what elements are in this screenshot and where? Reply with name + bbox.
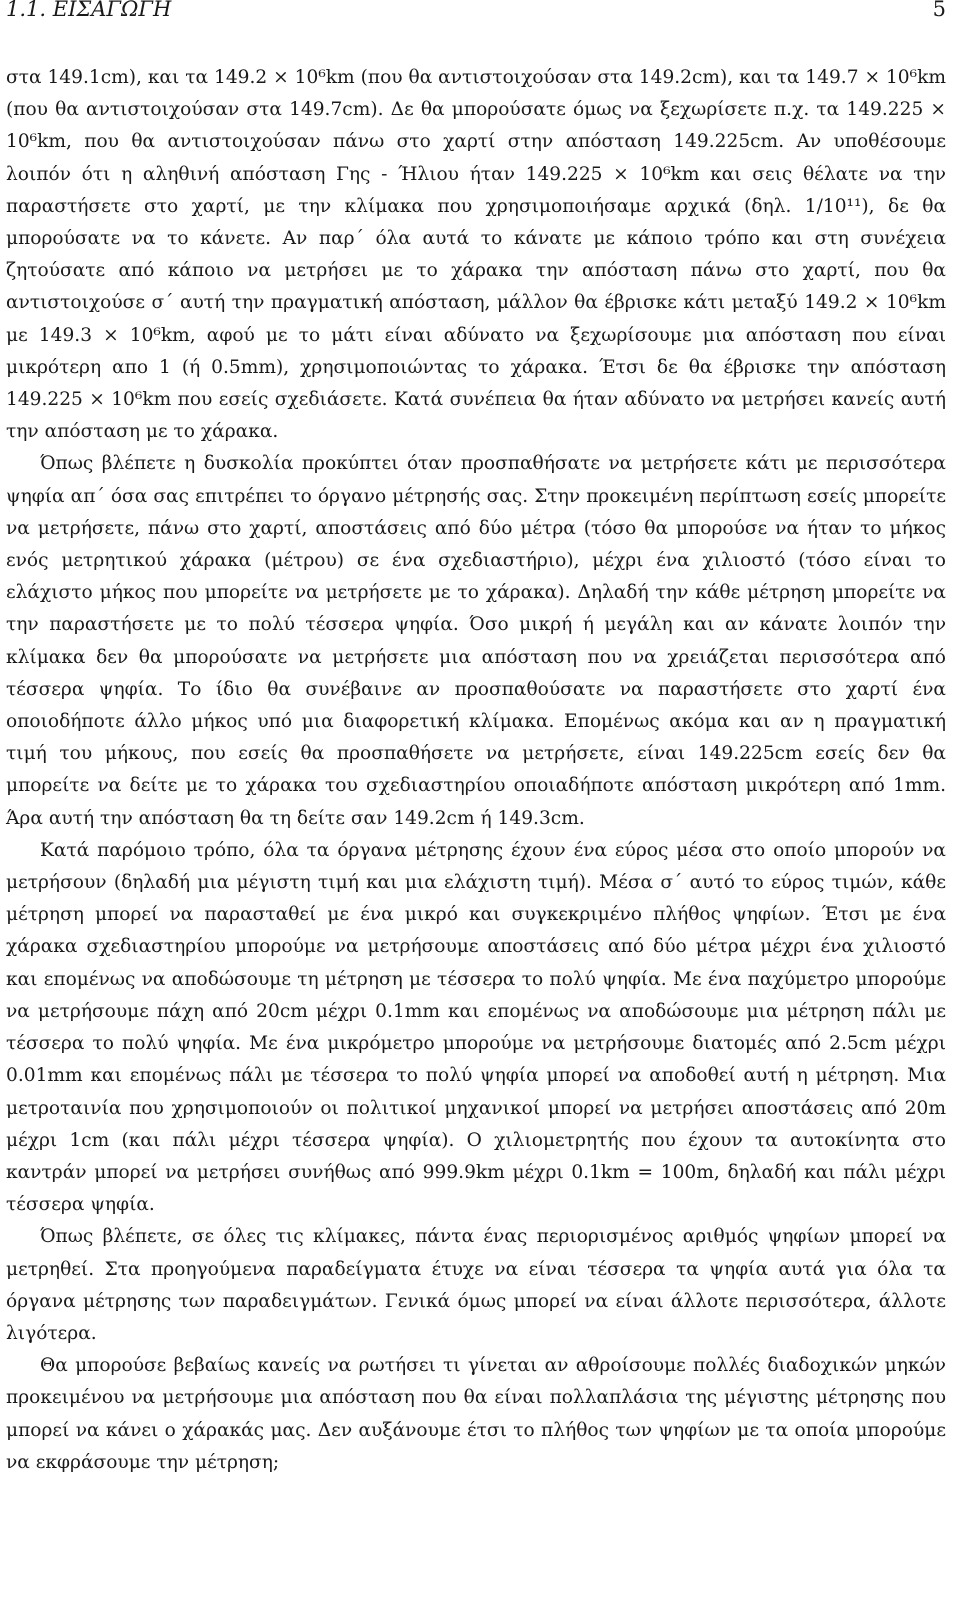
paragraph: Θα μπορούσε βεβαίως κανείς να ρωτήσει τι γίνεται αν αθροίσουμε πολλές διαδοχικών μηκών προκειμένου να μετρήσουμε μια απόσταση που θα είναι πολλαπλάσια της μέγιστης μέτρησης που μπορεί να κάνει ο χάρακάς μας. Δεν αυξάνουμε έτσι το πλήθος των ψηφίων με τα οποία μπορούμε να εκφράσουμε την μέτρηση; [6,1355,946,1473]
page-number: 5 [932,0,946,21]
paragraph: Όπως βλέπετε, σε όλες τις κλίμακες, πάντα ένας περιορισμένος αριθμός ψηφίων μπορεί να μετρηθεί. Στα προηγούμενα παραδείγματα έτυχε να είναι τέσσερα τα ψηφία αυτά για όλα τα όργανα μέτρησης των παραδειγμάτων. Γενικά όμως μπορεί να είναι άλλοτε περισσότερα, άλλοτε λιγότερα. [6,1226,946,1344]
body-text [6,62,946,1479]
paragraph-continuation: στα 149.1cm), και τα 149.2 × 10⁶km (που θα αντιστοιχούσαν στα 149.2cm), και τα 149.7 × 10⁶km (που θα αντιστοιχούσαν στα 149.7cm). Δε θα μπορούσατε όμως να ξεχωρίσετε π.χ. τα 149.225 × 10⁶km, που θα αντιστοιχούσαν πάνω στο χαρτί στην απόσταση 149.225cm. Αν υποθέσουμε λοιπόν ότι η αληθινή απόσταση Γης - Ήλιου ήταν 149.225 × 10⁶km και σεις θέλατε να την παραστήσετε στο χαρτί, με την κλίμακα που χρησιμοποιήσαμε αρχικά (δηλ. 1/10¹¹), δε θα μπορούσατε να το κάνετε. Αν παρ΄ όλα αυτά το κάνατε με κάποιο τρόπο και στη συνέχεια ζητούσατε από κάποιο να μετρήσει με το χάρακα την απόσταση πάνω στο χαρτί, που θα αντιστοιχούσε σ΄ αυτή την πραγματική απόσταση, μάλλον θα έβρισκε κάτι μεταξύ 149.2 × 10⁶km με 149.3 × 10⁶km, αφού με το μάτι είναι αδύνατο να ξεχωρίσουμε μια απόσταση που είναι μικρότερη απο 1 (ή 0.5mm), χρησιμοποιώντας το χάρακα. Έτσι δε θα έβρισκε την απόσταση 149.225 × 10⁶km που εσείς σχεδιάσετε. Κατά συνέπεια θα ήταν αδύνατο να μετρήσει κανείς αυτή την απόσταση με το χάρακα. [6,67,946,443]
paragraph: Κατά παρόμοιο τρόπο, όλα τα όργανα μέτρησης έχουν ένα εύρος μέσα στο οποίο μπορούν να μετρήσουν (δηλαδή μια μέγιστη τιμή και μια ελάχιστη τιμή). Μέσα σ΄ αυτό το εύρος τιμών, κάθε μέτρηση μπορεί να παρασταθεί με ένα μικρό και συγκεκριμένο πλήθος ψηφίων. Έτσι με ένα χάρακα σχεδιαστηρίου μπορούμε να μετρήσουμε αποστάσεις από δύο μέτρα μέχρι ένα χιλιοστό και επομένως να αποδώσουμε τη μέτρηση με τέσσερα το πολύ ψηφία. Με ένα παχύμετρο μπορούμε να μετρήσουμε πάχη από 20cm μέχρι 0.1mm και επομένως να αποδώσουμε μια μέτρηση πάλι με τέσσερα το πολύ ψηφία. Με ένα μικρόμετρο μπορούμε να μετρήσουμε διατομές από 2.5cm μέχρι 0.01mm και επομένως πάλι με τέσσερα το πολύ ψηφία μπορεί να αποδοθεί αυτή η μέτρηση. Μια μετροταινία που χρησιμοποιούν οι πολιτικοί μηχανικοί μπορεί να μετρήσει αποστάσεις από 20m μέχρι 1cm (και πάλι μέχρι τέσσερα ψηφία). Ο χιλιομετρητής που έχουν τα αυτοκίνητα στο καντράν μπορεί να μετρήσει συνήθως από 999.9km μέχρι 0.1km = 100m, δηλαδή και πάλι μέχρι τέσσερα ψηφία. [6,839,946,1216]
paragraph: Όπως βλέπετε η δυσκολία προκύπτει όταν προσπαθήσατε να μετρήσετε κάτι με περισσότερα ψηφία απ΄ όσα σας επιτρέπει το όργανο μέτρησής σας. Στην προκειμένη περίπτωση εσείς μπορείτε να μετρήσετε, πάνω στο χαρτί, αποστάσεις από δύο μέτρα (τόσο θα μπορούσε να ήταν το μήκος ενός μετρητικού χάρακα (μέτρου) σε ένα σχεδιαστήριο), μέχρι ένα χιλιοστό (τόσο είναι το ελάχιστο μήκος που μπορείτε να μετρήσετε με το χάρακα). Δηλαδή την κάθε μέτρηση μπορείτε να την παραστήσετε με το πολύ τέσσερα ψηφία. Όσο μικρή ή μεγάλη και αν κάνατε λοιπόν την κλίμακα δεν θα μπορούσατε να μετρήσετε μια απόσταση που να χρειάζεται περισσότερα από τέσσερα ψηφία. Το ίδιο θα συνέβαινε αν προσπαθούσατε να παραστήσετε στο χαρτί ένα οποιοδήποτε άλλο μήκος υπό μια διαφορετική κλίμακα. Επομένως ακόμα και αν η πραγματική τιμή του μήκους, που εσείς θα προσπαθήσετε να μετρήσετε, είναι 149.225cm εσείς δεν θα μπορείτε να δείτε με το χάρακα του σχεδιαστηρίου οποιαδήποτε απόσταση μικρότερη από 1mm. Άρα αυτή την απόσταση θα τη δείτε σαν 149.2cm ή 149.3cm. [6,453,946,829]
running-header [6,0,946,22]
section-title: 1.1. ΕΙΣΑΓΩΓΗ [6,0,172,21]
